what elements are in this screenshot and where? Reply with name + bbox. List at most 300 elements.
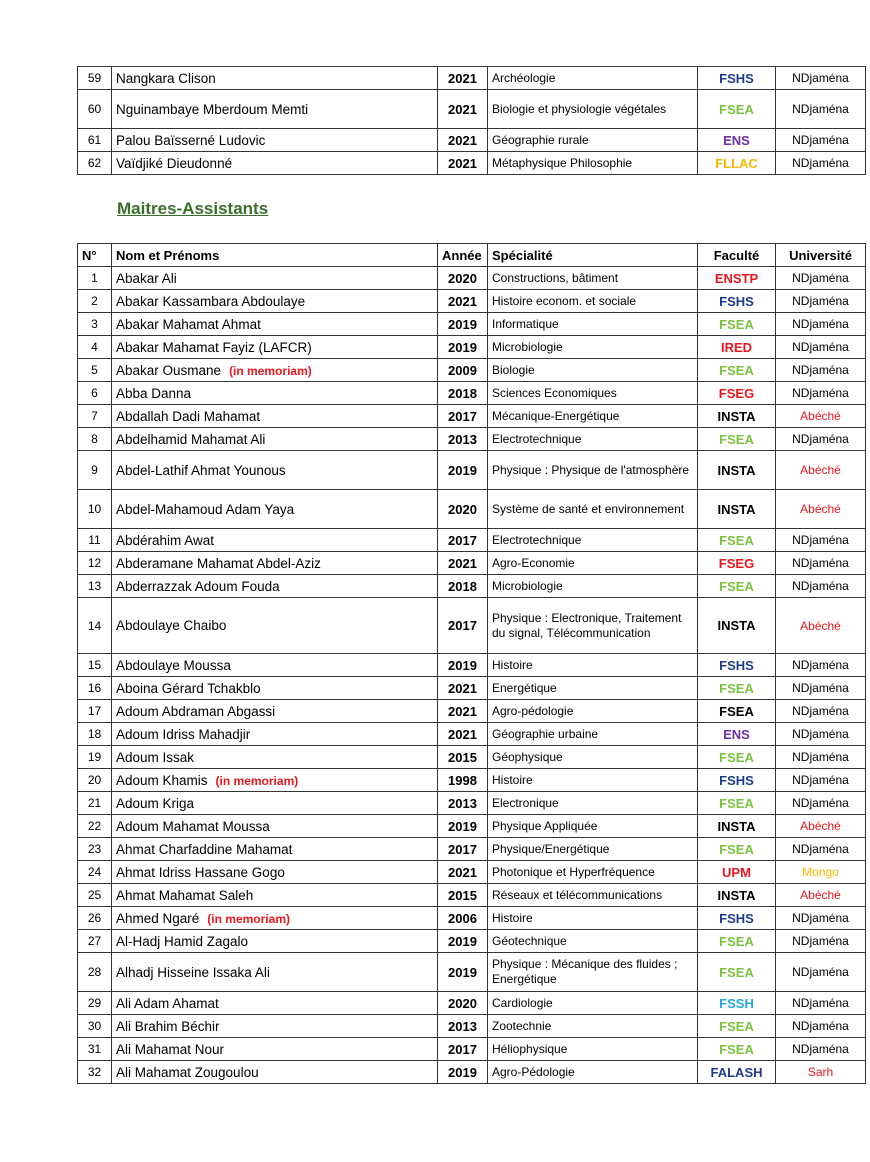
- cell-faculty: [698, 992, 776, 1015]
- cell-name: [112, 267, 438, 290]
- cell-name-text: Adoum Issak: [116, 749, 195, 765]
- cell-name: [112, 428, 438, 451]
- cell-number-text: 2: [91, 294, 98, 308]
- cell-name-text: Palou Baïsserné Ludovic: [116, 132, 266, 148]
- table-row: [78, 529, 866, 552]
- cell-name-text: Nguinambaye Mberdoum Memti: [116, 101, 309, 117]
- cell-faculty-text: FSEA: [719, 703, 754, 719]
- cell-university: [776, 152, 866, 175]
- cell-university-text: NDjaména: [792, 750, 849, 764]
- cell-faculty-text: FSEA: [719, 749, 754, 765]
- cell-specialty: [488, 359, 698, 382]
- table-row: [78, 129, 866, 152]
- cell-faculty-text: FSEA: [719, 964, 754, 980]
- cell-faculty: [698, 129, 776, 152]
- header-university: Université: [776, 244, 866, 267]
- cell-faculty: [698, 336, 776, 359]
- table-row: [78, 677, 866, 700]
- cell-specialty: [488, 1015, 698, 1038]
- cell-university-text: NDjaména: [792, 796, 849, 810]
- cell-faculty: [698, 1015, 776, 1038]
- cell-name-text: Ali Mahamat Nour: [116, 1041, 225, 1057]
- cell-specialty-text: Histoire econom. et sociale: [492, 293, 637, 308]
- cell-year: [438, 677, 488, 700]
- header-name: Nom et Prénoms: [112, 244, 438, 267]
- cell-name: [112, 313, 438, 336]
- cell-number-text: 22: [87, 819, 102, 833]
- cell-specialty: [488, 451, 698, 490]
- cell-year-text: 2013: [448, 795, 477, 811]
- cell-faculty: [698, 598, 776, 654]
- cell-specialty-text: Photonique et Hyperfréquence: [492, 864, 655, 879]
- cell-name-text: Abakar Kassambara Abdoulaye: [116, 293, 306, 309]
- cell-number-text: 19: [87, 750, 102, 764]
- cell-name: [112, 953, 438, 992]
- cell-name-text: Adoum Abdraman Abgassi: [116, 703, 276, 719]
- cell-number-text: 20: [87, 773, 102, 787]
- continued-staff-table: [77, 66, 866, 175]
- cell-year: [438, 861, 488, 884]
- cell-university: [776, 1038, 866, 1061]
- cell-name: [112, 490, 438, 529]
- cell-number-text: 6: [91, 386, 98, 400]
- cell-university-text: Sarh: [807, 1065, 834, 1079]
- cell-university-text: NDjaména: [792, 727, 849, 741]
- cell-number: [78, 529, 112, 552]
- cell-faculty-text: ENSTP: [714, 270, 759, 286]
- cell-university: [776, 884, 866, 907]
- cell-number-text: 28: [87, 965, 102, 979]
- cell-number-text: 13: [87, 579, 102, 593]
- cell-specialty-text: Héliophysique: [492, 1041, 568, 1056]
- cell-university-text: NDjaména: [792, 965, 849, 979]
- cell-number-text: 1: [91, 271, 98, 285]
- cell-university: [776, 267, 866, 290]
- cell-number: [78, 884, 112, 907]
- cell-faculty-text: FSEA: [719, 841, 754, 857]
- cell-year: [438, 552, 488, 575]
- cell-faculty: [698, 529, 776, 552]
- cell-year-text: 2021: [448, 703, 477, 719]
- cell-number: [78, 1061, 112, 1084]
- table-row: [78, 815, 866, 838]
- cell-name-text: Vaïdjiké Dieudonné: [116, 155, 233, 171]
- cell-university: [776, 746, 866, 769]
- cell-specialty: [488, 129, 698, 152]
- table-row: [78, 152, 866, 175]
- cell-university: [776, 451, 866, 490]
- table-row: [78, 428, 866, 451]
- cell-university: [776, 336, 866, 359]
- cell-year: [438, 792, 488, 815]
- cell-number: [78, 152, 112, 175]
- cell-number-text: 31: [87, 1042, 102, 1056]
- cell-number-text: 16: [87, 681, 102, 695]
- cell-year: [438, 290, 488, 313]
- cell-university-text: Mongo: [802, 865, 839, 879]
- in-memoriam-label: (in memoriam): [229, 363, 312, 378]
- table-header: [78, 244, 866, 267]
- table-row: [78, 723, 866, 746]
- continued-staff-table-body: [78, 67, 866, 175]
- cell-faculty: [698, 313, 776, 336]
- cell-year-text: 2021: [448, 864, 477, 880]
- cell-specialty: [488, 575, 698, 598]
- cell-name: [112, 451, 438, 490]
- cell-name-text: Abdallah Dadi Mahamat: [116, 408, 261, 424]
- cell-specialty: [488, 700, 698, 723]
- cell-faculty: [698, 792, 776, 815]
- cell-university: [776, 677, 866, 700]
- cell-specialty: [488, 907, 698, 930]
- cell-university: [776, 382, 866, 405]
- cell-specialty: [488, 1061, 698, 1084]
- cell-university-text: NDjaména: [792, 271, 849, 285]
- cell-name-text: Ahmat Charfaddine Mahamat: [116, 841, 293, 857]
- table-row: [78, 769, 866, 792]
- cell-specialty: [488, 992, 698, 1015]
- cell-name: [112, 884, 438, 907]
- cell-year: [438, 359, 488, 382]
- cell-university: [776, 723, 866, 746]
- cell-number: [78, 746, 112, 769]
- cell-number: [78, 598, 112, 654]
- cell-faculty-text: INSTA: [717, 818, 756, 834]
- cell-number-text: 15: [87, 658, 102, 672]
- cell-university: [776, 428, 866, 451]
- cell-faculty-text: FSHS: [719, 772, 754, 788]
- table-row: [78, 992, 866, 1015]
- cell-university: [776, 654, 866, 677]
- cell-specialty: [488, 884, 698, 907]
- table-row: [78, 90, 866, 129]
- cell-faculty: [698, 723, 776, 746]
- cell-name: [112, 129, 438, 152]
- cell-university: [776, 700, 866, 723]
- cell-university: [776, 359, 866, 382]
- cell-faculty-text: ENS: [723, 132, 750, 148]
- cell-university-text: Abéché: [800, 888, 841, 902]
- cell-name: [112, 1038, 438, 1061]
- cell-name-text: Abakar Mahamat Fayiz (LAFCR): [116, 339, 312, 355]
- cell-university-text: NDjaména: [792, 156, 849, 170]
- cell-specialty: [488, 267, 698, 290]
- cell-faculty-text: INSTA: [717, 408, 756, 424]
- cell-specialty-text: Informatique: [492, 316, 559, 331]
- cell-faculty: [698, 552, 776, 575]
- cell-name: [112, 792, 438, 815]
- cell-year: [438, 700, 488, 723]
- cell-number: [78, 313, 112, 336]
- cell-faculty-text: ENS: [723, 726, 750, 742]
- table-row: [78, 1061, 866, 1084]
- cell-university: [776, 992, 866, 1015]
- header-year: Année: [438, 244, 488, 267]
- cell-name: [112, 907, 438, 930]
- cell-number: [78, 490, 112, 529]
- cell-number-text: 23: [87, 842, 102, 856]
- cell-number-text: 61: [87, 133, 102, 147]
- cell-year-text: 2018: [448, 578, 477, 594]
- cell-name-text: Abderamane Mahamat Abdel-Aziz: [116, 555, 321, 571]
- cell-faculty-text: FSEA: [719, 795, 754, 811]
- cell-specialty-text: Microbiologie: [492, 578, 563, 593]
- cell-faculty: [698, 700, 776, 723]
- cell-university: [776, 575, 866, 598]
- cell-specialty: [488, 90, 698, 129]
- cell-specialty: [488, 723, 698, 746]
- cell-university: [776, 129, 866, 152]
- cell-name: [112, 67, 438, 90]
- table-row: [78, 267, 866, 290]
- cell-university-text: NDjaména: [792, 432, 849, 446]
- table-row: [78, 792, 866, 815]
- cell-name-text: Ahmed Ngaré: [116, 910, 200, 926]
- cell-number-text: 3: [91, 317, 98, 331]
- table-row: [78, 953, 866, 992]
- cell-number-text: 4: [91, 340, 98, 354]
- cell-specialty-text: Réseaux et télécommunications: [492, 887, 663, 902]
- cell-year: [438, 723, 488, 746]
- cell-name-text: Adoum Idriss Mahadjir: [116, 726, 251, 742]
- table-row: [78, 884, 866, 907]
- cell-name-text: Adoum Mahamat Moussa: [116, 818, 270, 834]
- cell-specialty-text: Géophysique: [492, 749, 563, 764]
- cell-year: [438, 746, 488, 769]
- cell-specialty-text: Géographie rurale: [492, 132, 589, 147]
- cell-name-text: Ahmat Mahamat Saleh: [116, 887, 254, 903]
- cell-specialty-text: Physique : Electronique, Traitement du signal, Télécommunication: [492, 610, 682, 640]
- cell-number: [78, 677, 112, 700]
- cell-university: [776, 490, 866, 529]
- table-row: [78, 700, 866, 723]
- cell-number: [78, 861, 112, 884]
- cell-university-text: NDjaména: [792, 556, 849, 570]
- cell-number-text: 9: [91, 463, 98, 477]
- cell-year: [438, 953, 488, 992]
- cell-specialty: [488, 552, 698, 575]
- table-row: [78, 451, 866, 490]
- cell-number-text: 14: [87, 618, 102, 633]
- cell-faculty: [698, 428, 776, 451]
- cell-name: [112, 290, 438, 313]
- table-row: [78, 907, 866, 930]
- cell-name: [112, 677, 438, 700]
- cell-year-text: 2017: [448, 1041, 477, 1057]
- cell-name: [112, 90, 438, 129]
- cell-name: [112, 815, 438, 838]
- cell-name: [112, 1015, 438, 1038]
- cell-name-text: Alhadj Hisseine Issaka Ali: [116, 964, 270, 980]
- cell-university: [776, 953, 866, 992]
- cell-year: [438, 67, 488, 90]
- table-row: [78, 490, 866, 529]
- cell-specialty-text: Agro-Pédologie: [492, 1064, 575, 1079]
- cell-faculty-text: FSHS: [719, 910, 754, 926]
- cell-name: [112, 529, 438, 552]
- cell-name: [112, 382, 438, 405]
- cell-university: [776, 907, 866, 930]
- cell-faculty: [698, 838, 776, 861]
- cell-number: [78, 67, 112, 90]
- cell-university-text: NDjaména: [792, 681, 849, 695]
- cell-faculty-text: UPM: [722, 864, 751, 880]
- cell-university: [776, 552, 866, 575]
- cell-year: [438, 1038, 488, 1061]
- cell-name-text: Aboina Gérard Tchakblo: [116, 680, 261, 696]
- cell-year-text: 2015: [448, 749, 477, 765]
- cell-year: [438, 1061, 488, 1084]
- cell-number: [78, 907, 112, 930]
- cell-specialty: [488, 815, 698, 838]
- cell-specialty-text: Physique : Mécanique des fluides ; Energétique: [492, 957, 678, 986]
- cell-year: [438, 884, 488, 907]
- cell-university: [776, 313, 866, 336]
- cell-name-text: Al-Hadj Hamid Zagalo: [116, 933, 249, 949]
- cell-university-text: NDjaména: [792, 386, 849, 400]
- cell-specialty-text: Constructions, bâtiment: [492, 270, 619, 285]
- cell-number: [78, 953, 112, 992]
- cell-faculty-text: FSEA: [719, 933, 754, 949]
- cell-specialty-text: Géotechnique: [492, 933, 567, 948]
- cell-specialty-text: Agro-pédologie: [492, 703, 574, 718]
- cell-name: [112, 598, 438, 654]
- cell-year: [438, 336, 488, 359]
- cell-university: [776, 769, 866, 792]
- cell-name-text: Nangkara Clison: [116, 70, 216, 86]
- cell-faculty-text: FSEA: [719, 1018, 754, 1034]
- cell-specialty: [488, 792, 698, 815]
- cell-faculty: [698, 359, 776, 382]
- cell-number: [78, 129, 112, 152]
- cell-year: [438, 129, 488, 152]
- cell-specialty: [488, 428, 698, 451]
- cell-faculty: [698, 677, 776, 700]
- cell-faculty: [698, 930, 776, 953]
- cell-specialty: [488, 67, 698, 90]
- cell-year: [438, 838, 488, 861]
- cell-faculty-text: FSSH: [719, 995, 754, 1011]
- cell-name-text: Abba Danna: [116, 385, 192, 401]
- cell-year: [438, 815, 488, 838]
- cell-number: [78, 792, 112, 815]
- cell-university: [776, 930, 866, 953]
- cell-name: [112, 152, 438, 175]
- cell-university: [776, 67, 866, 90]
- cell-specialty: [488, 1038, 698, 1061]
- cell-university-text: Abéché: [800, 618, 841, 633]
- cell-name-text: Abakar Ali: [116, 270, 177, 286]
- cell-university-text: NDjaména: [792, 363, 849, 377]
- cell-university-text: Abéché: [800, 502, 841, 516]
- cell-faculty-text: FSEA: [719, 532, 754, 548]
- cell-year-text: 2019: [448, 462, 477, 478]
- cell-year-text: 2019: [448, 316, 477, 332]
- cell-faculty: [698, 861, 776, 884]
- cell-university-text: NDjaména: [792, 133, 849, 147]
- cell-faculty: [698, 654, 776, 677]
- cell-name: [112, 700, 438, 723]
- cell-year: [438, 90, 488, 129]
- cell-name: [112, 992, 438, 1015]
- cell-year-text: 2021: [448, 726, 477, 742]
- cell-specialty-text: Zootechnie: [492, 1018, 552, 1033]
- cell-number: [78, 815, 112, 838]
- cell-number-text: 10: [87, 502, 102, 516]
- cell-year-text: 2019: [448, 339, 477, 355]
- cell-faculty: [698, 769, 776, 792]
- cell-number: [78, 336, 112, 359]
- cell-year: [438, 654, 488, 677]
- cell-number-text: 60: [87, 102, 102, 116]
- cell-year-text: 2017: [448, 408, 477, 424]
- cell-year-text: 2013: [448, 431, 477, 447]
- header-number: N°: [78, 244, 112, 267]
- cell-name: [112, 930, 438, 953]
- cell-specialty-text: Biologie et physiologie végétales: [492, 101, 667, 116]
- cell-number-text: 24: [87, 865, 102, 879]
- cell-year-text: 2021: [448, 293, 477, 309]
- cell-university-text: NDjaména: [792, 317, 849, 331]
- cell-faculty-text: FSHS: [719, 657, 754, 673]
- cell-specialty: [488, 405, 698, 428]
- cell-number: [78, 428, 112, 451]
- cell-number-text: 59: [87, 71, 102, 85]
- cell-faculty: [698, 907, 776, 930]
- in-memoriam-label: (in memoriam): [207, 911, 290, 926]
- cell-name: [112, 746, 438, 769]
- cell-name: [112, 838, 438, 861]
- cell-name-text: Ahmat Idriss Hassane Gogo: [116, 864, 285, 880]
- cell-name: [112, 769, 438, 792]
- cell-specialty: [488, 382, 698, 405]
- cell-name-text: Abderrazzak Adoum Fouda: [116, 578, 280, 594]
- cell-university-text: NDjaména: [792, 842, 849, 856]
- cell-specialty-text: Physique : Physique de l'atmosphère: [492, 462, 690, 477]
- cell-specialty-text: Cardiologie: [492, 995, 553, 1010]
- cell-specialty: [488, 529, 698, 552]
- cell-faculty-text: FLLAC: [715, 155, 758, 171]
- in-memoriam-label: (in memoriam): [215, 773, 299, 788]
- cell-year-text: 2013: [448, 1018, 477, 1034]
- cell-faculty-text: FSHS: [719, 293, 754, 309]
- cell-name-text: Ali Brahim Béchir: [116, 1018, 220, 1034]
- cell-number-text: 11: [88, 533, 101, 547]
- table-row: [78, 575, 866, 598]
- cell-university: [776, 792, 866, 815]
- cell-specialty: [488, 654, 698, 677]
- cell-specialty: [488, 152, 698, 175]
- cell-year-text: 2021: [448, 680, 477, 696]
- cell-faculty-text: FSEA: [719, 680, 754, 696]
- cell-year: [438, 992, 488, 1015]
- cell-university-text: NDjaména: [792, 704, 849, 718]
- cell-year-text: 2017: [448, 532, 477, 548]
- cell-number-text: 18: [87, 727, 102, 741]
- cell-university-text: Abéché: [800, 463, 841, 477]
- cell-year-text: 2019: [448, 933, 477, 949]
- cell-name: [112, 359, 438, 382]
- cell-specialty-text: Microbiologie: [492, 339, 563, 354]
- cell-number: [78, 1015, 112, 1038]
- cell-faculty-text: FSEA: [719, 316, 754, 332]
- cell-university-text: NDjaména: [792, 294, 849, 308]
- cell-year-text: 1998: [448, 772, 477, 788]
- cell-faculty-text: FSEA: [719, 1041, 754, 1057]
- cell-specialty-text: Métaphysique Philosophie: [492, 155, 633, 170]
- cell-name: [112, 861, 438, 884]
- cell-university-text: NDjaména: [792, 934, 849, 948]
